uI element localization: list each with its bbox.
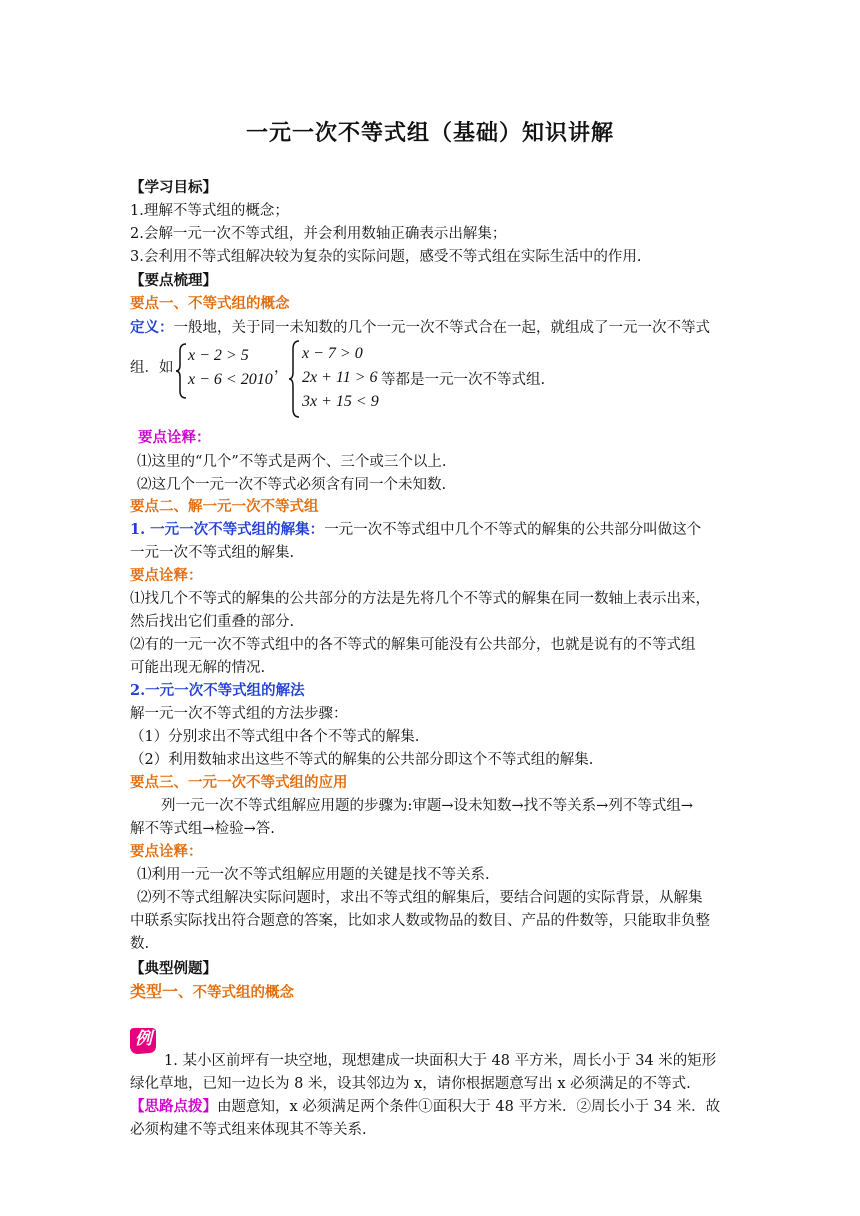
type1-prefix: 类型一 — [130, 982, 179, 1001]
inequality-system-2 — [302, 342, 379, 414]
hint-text-cont: 必须构建不等式组来体现其不等关系. — [130, 1122, 367, 1138]
solution-set-text-cont: 一元一次不等式组的解集. — [130, 545, 295, 561]
note-label: 要点诠释： — [138, 429, 211, 446]
inequality: x − 7 > 0 — [302, 345, 363, 362]
note-item: ⑵这几个一元一次不等式必须含有同一个未知数. — [137, 477, 447, 493]
note-label: 要点诠释： — [130, 843, 203, 860]
steps-line: 列一元一次不等式组解应用题的步骤为:审题→设未知数→找不等关系→列不等式组→ — [161, 798, 693, 814]
inequality: x − 6 < 2010 — [188, 371, 273, 388]
inequality: 3x + 15 < 9 — [302, 393, 379, 410]
hint-text: 由题意知，x 必须满足两个条件①面积大于 48 平方米．②周长小于 34 米．故 — [217, 1099, 721, 1115]
note-label: 要点诠释： — [130, 567, 203, 584]
definition-text: 一般地，关于同一未知数的几个一元一次不等式合在一起，就组成了一元一次不等式 — [173, 320, 710, 336]
point3-header: 要点三、一元一次不等式组的应用 — [130, 774, 348, 791]
definition-suffix: 等都是一元一次不等式组. — [381, 372, 546, 388]
solution-set-line — [130, 520, 701, 540]
point1-header: 要点一、不等式组的概念 — [130, 295, 290, 312]
hint-line — [130, 1097, 720, 1117]
inequality: x − 2 > 5 — [188, 347, 249, 364]
goal-item: 2.会解一元一次不等式组，并会利用数轴正确表示出解集； — [130, 226, 507, 242]
inequality-system-1 — [188, 344, 273, 392]
note-item: ⑴利用一元一次不等式组解应用题的关键是找不等关系. — [137, 867, 490, 883]
goal-item: 3.会利用不等式组解决较为复杂的实际问题，感受不等式组在实际生活中的作用. — [130, 249, 642, 265]
method-line: （2）利用数轴求出这些不等式的解集的公共部分即这个不等式组的解集. — [130, 752, 594, 768]
example-text: 1. 某小区前坪有一块空地，现想建成一块面积大于 48 平方米，周长小于 34 米的矩形 — [164, 1053, 717, 1069]
point2-header: 要点二、解一元一次不等式组 — [130, 498, 319, 515]
solution-set-text: 一元一次不等式组中几个不等式的解集的公共部分叫做这个 — [324, 522, 702, 538]
note-item: 中联系实际找出符合题意的答案，比如求人数或物品的数目、产品的件数等，只能取非负整 — [130, 913, 710, 929]
definition-line — [130, 318, 710, 338]
steps-line: 解不等式组→检验→答. — [130, 821, 275, 837]
points-header: 【要点梳理】 — [130, 272, 217, 289]
page-title: 一元一次不等式组（基础）知识讲解 — [245, 120, 614, 146]
note-item: 然后找出它们重叠的部分. — [130, 614, 295, 630]
note-item: 可能出现无解的情况. — [130, 660, 266, 676]
hint-label: 【思路点拨】 — [130, 1098, 217, 1115]
goals-header: 【学习目标】 — [130, 179, 217, 196]
type1-header — [130, 982, 294, 1003]
example-badge-label: 例 — [135, 1029, 152, 1049]
goal-item: 1.理解不等式组的概念； — [130, 203, 289, 219]
note-item: ⑵列不等式组解决实际问题时，求出不等式组的解集后，要结合问题的实际背景，从解集 — [137, 890, 703, 906]
note-item: ⑴这里的“几个”不等式是两个、三个或三个以上. — [137, 454, 447, 470]
examples-header: 【典型例题】 — [130, 960, 217, 977]
note-item: ⑵有的一元一次不等式组中的各不等式的解集可能没有公共部分，也就是说有的不等式组 — [130, 637, 696, 653]
method-line: （1）分别求出不等式组中各个不等式的解集. — [130, 729, 420, 745]
left-brace-icon — [288, 340, 300, 418]
note-item: ⑴找几个不等式的解集的公共部分的方法是先将几个不等式的解集在同一数轴上表示出来， — [130, 591, 710, 607]
method-header: 2.一元一次不等式组的解法 — [130, 682, 305, 699]
example-text: 绿化草地，已知一边长为 8 米，设其邻边为 x，请你根据题意写出 x 必须满足的不等式. — [130, 1076, 691, 1092]
definition-prefix: 组．如 — [130, 360, 174, 376]
definition-label: 定义： — [130, 319, 174, 336]
solution-set-label: 1. 一元一次不等式组的解集： — [130, 521, 325, 538]
note-item: 数. — [130, 936, 150, 952]
left-brace-icon — [175, 343, 187, 399]
type1-rest: 、不等式组的概念 — [178, 984, 295, 1001]
inequality: 2x + 11 > 6 — [302, 369, 378, 386]
separator-comma: ， — [274, 360, 289, 376]
method-line: 解一元一次不等式组的方法步骤： — [130, 706, 348, 722]
